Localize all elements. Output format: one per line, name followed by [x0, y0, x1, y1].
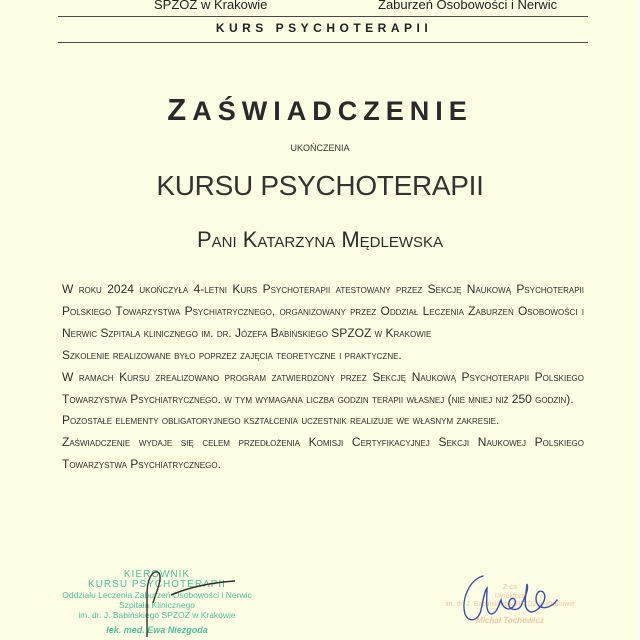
signature-right-icon: [455, 570, 565, 630]
body-paragraph: W ramach Kursu zrealizowano program zatwierdzony przez Sekcję Naukową Psychoterapii Polskiego Towarzystwa Psychiatrycznego. w tym wymagana liczba godzin terapii własnej (nie mniej niż 250 godzin).: [62, 369, 585, 406]
stamp-line: Dyrektora: [494, 592, 526, 600]
certificate-subtitle: UKOŃCZENIA: [290, 143, 350, 153]
body-paragraph: W roku 2024 ukończyła 4-letni Kurs Psychoterapii atestowany przez Sekcję Naukową Psychoterapii Polskiego Towarzystwa Psychiatrycznego, organizowany przez Oddział Leczenia Zaburzeń Osobowości i Nerwic Szpitala klinicznego im. dr. Józefa Babińskiego SPZOZ w Krakowie: [62, 282, 584, 340]
body-paragraph: Szkolenie realizowane było poprzez zajęcia teoretyczne i praktyczne.: [62, 347, 402, 362]
title-rest: AŚWIADCZENIE: [192, 96, 473, 126]
stamp-line: im. dr. J. Babińskiego SPZOZ w Krakowie: [78, 610, 236, 620]
letterhead: [0, 0, 640, 14]
stamp-line: im. dr. J. Babińskiego SPZOZ w Krakowie: [445, 601, 575, 608]
stamp-signatory-name: Michał Tochowicz: [476, 615, 544, 625]
stamp-signatory-name: lek. med. Ewa Niezgoda: [106, 625, 208, 635]
body-paragraph: Pozostałe elementy obligatoryjnego kształcenia uczestnik realizuje we własnym zakresie.: [62, 413, 500, 428]
stamp-line: Z-ca: [503, 584, 517, 591]
recipient-name: Pani Katarzyna Mędlewska: [196, 227, 444, 252]
body-paragraph: Zaświadczenie wydaje się celem przedłożenia Komisji Certyfikacyjnej Sekcji Naukowej Polskiego Towarzystwa Psychiatrycznego.: [62, 435, 585, 472]
course-band-title: KURS PSYCHOTERAPII: [215, 21, 433, 35]
signature-left-icon: [125, 565, 245, 640]
stamp-line: Oddziału Leczenia Zaburzeń Osobowości i Nerwic: [62, 590, 252, 600]
stamp-line: Szpitala Klinicznego: [118, 600, 196, 610]
certificate-title: [0, 92, 640, 128]
certificate-body: [62, 279, 584, 476]
title-initial: Z: [167, 92, 193, 127]
stamp-line: KIEROWNIK: [123, 569, 191, 580]
header-rule-bottom: [58, 42, 588, 43]
header-rule-top: [58, 16, 588, 17]
letterhead-right: Zaburzeń Osobowości i Nerwic: [378, 0, 558, 12]
course-name: KURSU PSYCHOTERAPII: [156, 170, 484, 201]
letterhead-left: SPZOZ w Krakowie: [154, 0, 268, 12]
stamp-line: KURSU PSYCHOTERAPII: [88, 579, 226, 590]
